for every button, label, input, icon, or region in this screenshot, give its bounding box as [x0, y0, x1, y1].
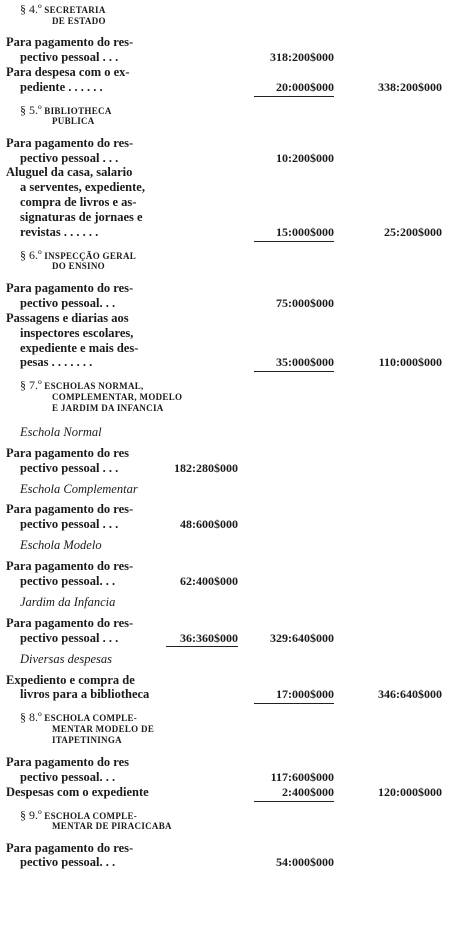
subsection-title: Eschola Complementar [20, 481, 138, 496]
amount-column-2: 54:000$000 [276, 855, 334, 870]
amount-column-1: 62:400$000 [180, 574, 238, 588]
line-item-text: pectivo pessoal. . . [20, 769, 116, 784]
section-title: SECRETARIA [44, 5, 106, 15]
section-title-continued: MENTAR DE PIRACICABA [52, 821, 172, 831]
section-heading [20, 102, 112, 117]
section-heading [20, 4, 106, 16]
amount-column-3: 346:640$000 [378, 687, 442, 702]
section-number: § 5.º [20, 102, 42, 117]
section-heading [20, 712, 137, 724]
line-item-text: Despesas com o expediente [6, 784, 149, 799]
line-item-text: signaturas de jornaes e [20, 210, 143, 225]
line-item-text: pectivo pessoal. . . [20, 295, 116, 310]
line-item-text: expediente e mais des- [20, 340, 139, 355]
line-item-text: pectivo pessoal . . . [20, 517, 119, 532]
amount-column-2: 35:000$000 [276, 355, 334, 370]
section-title-continued: MENTAR MODELO DE [52, 723, 155, 734]
section-title-continued: DE ESTADO [52, 15, 106, 26]
rule-line [166, 646, 238, 647]
rule-line [254, 96, 334, 97]
section-title: ESCHOLA COMPLE- [44, 713, 138, 724]
subsection-title: Diversas despesas [20, 651, 113, 666]
amount-column-1: 182:280$000 [174, 460, 238, 475]
section-number: § 9.º [20, 807, 42, 822]
line-item-text: pectivo pessoal . . . [20, 150, 119, 165]
line-item-text: Para pagamento do res- [6, 559, 134, 574]
amount-column-2: 318:200$000 [270, 49, 334, 64]
section-title-continued: DO ENSINO [52, 261, 105, 272]
section-heading [20, 380, 144, 392]
amount-column-3: 120:000$000 [378, 784, 442, 799]
line-item-text: Para pagamento do res- [6, 280, 134, 295]
amount-column-2: 15:000$000 [276, 225, 334, 239]
section-number: § 6.º [20, 247, 42, 262]
amount-column-3: 25:200$000 [384, 225, 442, 239]
line-item-text: Para pagamento do res- [6, 135, 134, 150]
section-title: INSPECÇÃO GERAL [44, 250, 137, 261]
line-item-text: Para pagamento do res- [6, 840, 134, 855]
amount-column-2: 10:200$000 [276, 150, 334, 165]
rule-line [254, 801, 334, 802]
amount-column-2: 2:400$000 [282, 784, 334, 799]
line-item-text: pediente . . . . . . [20, 79, 103, 94]
section-number: § 7.º [20, 378, 42, 393]
section-title: ESCHOLAS NORMAL, [44, 381, 144, 392]
section-number: § 4.º [20, 2, 42, 16]
line-item-text: revistas . . . . . . [20, 225, 99, 239]
amount-column-2: 329:640$000 [270, 630, 334, 645]
section-heading [20, 247, 137, 262]
line-item-text: Para pagamento do res- [6, 615, 134, 630]
line-item-text: Para pagamento do res- [6, 35, 134, 49]
rule-line [254, 241, 334, 242]
line-item-text: Expediento e compra de [6, 672, 135, 687]
line-item-text: Aluguel da casa, salario [6, 165, 133, 180]
section-heading [20, 807, 138, 822]
line-item-text: livros para a bibliotheca [20, 687, 150, 702]
line-item-text: Para pagamento do res [6, 445, 130, 460]
amount-column-2: 117:600$000 [270, 769, 334, 784]
subsection-title: Eschola Normal [20, 424, 102, 439]
amount-column-1: 48:600$000 [180, 517, 238, 532]
line-item-text: inspectores escolares, [20, 325, 134, 340]
line-item-text: a serventes, expediente, [20, 180, 145, 195]
line-item-text: pectivo pessoal. . . [20, 855, 116, 870]
line-item-text: pectivo pessoal . . . [20, 630, 119, 645]
section-title: ESCHOLA COMPLE- [44, 810, 138, 821]
line-item-text: pectivo pessoal . . . [20, 460, 119, 475]
line-item-text: pectivo pessoal. . . [20, 574, 116, 588]
subsection-title: Jardim da Infancia [20, 594, 116, 609]
amount-column-2: 17:000$000 [276, 687, 334, 702]
subsection-title: Eschola Modelo [20, 538, 102, 553]
line-item-text: compra de livros e as- [20, 195, 137, 210]
amount-column-3: 338:200$000 [378, 79, 442, 94]
rule-line [254, 371, 334, 372]
amount-column-2: 75:000$000 [276, 295, 334, 310]
line-item-text: Passagens e diarias aos [6, 310, 129, 325]
section-title-continued: COMPLEMENTAR, MODELO [52, 391, 183, 402]
section-title-continued: PUBLICA [52, 116, 95, 127]
amount-column-1: 36:360$000 [180, 630, 238, 645]
line-item-text: pesas . . . . . . . [20, 355, 93, 370]
amount-column-2: 20:000$000 [276, 79, 334, 94]
amount-column-3: 110:000$000 [378, 355, 442, 370]
line-item-text: Para pagamento do res [6, 754, 130, 769]
line-item-text: Para despesa com o ex- [6, 64, 130, 79]
line-item-text: pectivo pessoal . . . [20, 49, 119, 64]
line-item-text: Para pagamento do res- [6, 502, 134, 517]
section-title: BIBLIOTHECA [44, 105, 112, 116]
section-number: § 8.º [20, 710, 42, 725]
rule-line [254, 703, 334, 704]
section-title-continued: E JARDIM DA INFANCIA [52, 403, 164, 414]
section-title-continued: ITAPETININGA [52, 735, 122, 746]
